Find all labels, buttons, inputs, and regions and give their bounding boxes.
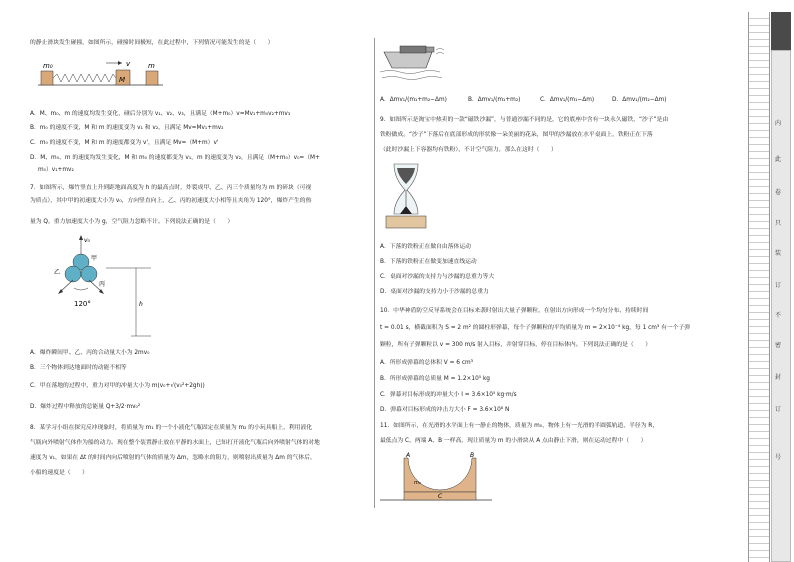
yi-label: 乙 xyxy=(54,269,61,276)
q11-line-2: 最低点为 C，两端 A、B 一样高，现让质量为 m 的小滑块从 A 点由静止下滑，则在运动过程中（ ） xyxy=(380,438,647,444)
angle-label: 120° xyxy=(74,300,91,308)
q10-line-2: t = 0.01 s，横截面积为 S = 2 m² 的圆柱形弹幕，每个子弹颗粒的平均质量为 m = 2×10⁻⁴ kg，每 1 cm³ 有一个子弹 xyxy=(380,325,691,331)
strip-char-1: 内 xyxy=(775,120,782,127)
toy-boat-figure xyxy=(380,40,450,82)
q7-line-2: 为质点），其中甲的初速度大小为 v₀，方向竖直向上，乙、丙的初速度大小相等且夹角为 120°，爆炸产生的热 xyxy=(30,198,312,204)
intro-line: 的静止滑块发生碰撞，如图所示，碰撞时间极短，在此过程中，下列情况可能发生的是（ ） xyxy=(30,40,274,46)
q9-line-1: 9．如图所示是淘宝中热卖的一款“磁铁沙漏”，与普通沙漏不同的是，它的底座中含有一块永久磁铁，“沙子”是由 xyxy=(380,117,669,123)
q6-option-d: D．M、m₀、m 的速度均发生变化，M 和 m₀ 的速度都变为 v₁，m 的速度变为 v₂，且满足（M+m₀）v₀=（M+ xyxy=(30,155,320,161)
q6-option-d-cont: m₀）v₁+mv₂ xyxy=(38,167,74,173)
column-divider xyxy=(374,38,375,508)
q10-option-c: C．弹幕对目标形成的冲量大小 I = 3.6×10⁵ kg·m/s xyxy=(380,392,517,398)
binding-strip xyxy=(748,12,794,562)
q10-line-1: 10．中华神盾防空反导系统会在目标来袭时射出大量子弹颗粒，在射出方向形成一个均匀分布、持续时间 xyxy=(380,308,649,314)
q8-line-2: 气瓶向外喷射气体作为船的动力。现在整个装置静止放在平静的水面上，已知打开液化气瓶后向外喷射气体的对地 xyxy=(30,440,320,446)
q7-option-a: A．爆炸瞬间甲、乙、丙的合动量大小为 2mv₀ xyxy=(30,350,150,356)
left-column xyxy=(0,0,372,562)
q8-line-1: 8．某学习小组在探究反冲现象时，将质量为 m₁ 的一个小液化气瓶固定在质量为 m₂ 的小玩具船上，利用液化 xyxy=(30,425,313,431)
binding-strip-top xyxy=(771,12,791,50)
strip-char-6: 订 xyxy=(775,282,782,289)
q7-option-c: C．甲在落地的过程中，重力对甲的冲量大小为 m(v₀+√(v₀²+2gh)) xyxy=(30,383,205,389)
q6-option-b: B．m₀ 的速度不变，M 和 m 的速度变为 v₁ 和 v₂，且满足 Mv=Mv₁+mv₂ xyxy=(30,125,224,131)
strip-char-9: 封 xyxy=(775,374,782,381)
q6-option-c: C．m₀ 的速度不变，M 和 m 的速度都变为 v'，且满足 Mv=（M+m）v' xyxy=(30,140,219,146)
strip-char-7: 不 xyxy=(775,312,782,319)
strip-char-5: 装 xyxy=(775,250,782,257)
right-column xyxy=(380,0,742,562)
q9-option-b: B．下落的铁粉正在做变加速直线运动 xyxy=(380,259,477,265)
q6-option-a: A．M、m₀、m 的速度均发生变化，碰后分别为 v₁、v₂、v₃，且满足（M+m₀）v=Mv₁+m₀v₂+mv₃ xyxy=(30,111,291,117)
q11-line-1: 11．如图所示，在光滑的水平面上有一静止的物体，质量为 m₀，物体上有一光滑的半圆弧轨道，半径为 R， xyxy=(380,423,659,429)
q8-option-b: B．Δmv₁/(m₁+m₂) xyxy=(468,97,521,103)
q8-option-d: D．Δmv₁/(m₂−Δm) xyxy=(612,97,667,103)
point-A-label: A xyxy=(406,452,411,459)
h-label: h xyxy=(139,301,143,308)
q9-option-d: D．桌面对沙漏的支持力小于沙漏的总重力 xyxy=(380,289,489,295)
q8-line-3: 速度为 v₁，如果在 Δt 的时间内向后喷射的气体的质量为 Δm，忽略水的阻力，则喷射出质量为 Δm 的气体后， xyxy=(30,455,316,461)
q9-option-a: A．下落的铁粉正在做自由落体运动 xyxy=(380,244,471,250)
q8-option-c: C．Δmv₁/(m₁−Δm) xyxy=(540,97,595,103)
m-right-label: m xyxy=(148,62,155,70)
q9-line-3: （此时沙漏上下容器均有铁粉），不计空气阻力，那么在这时（ ） xyxy=(380,147,557,153)
binding-strip-outer xyxy=(748,12,770,562)
point-C-label: C xyxy=(438,493,443,500)
q10-option-a: A．所形成弹幕的总体积 V = 6 cm³ xyxy=(380,360,473,366)
q8-option-a: A．Δmv₁/(m₁+m₂−Δm) xyxy=(380,97,447,103)
strip-char-10: 订 xyxy=(775,406,782,413)
strip-char-8: 密 xyxy=(775,342,782,349)
q9-line-2: 铁粉做成。“沙子”下落后在底部形成的形状像一朵美丽的花朵，图甲的沙漏放在水平桌面上，铁粉正在下落 xyxy=(380,132,653,138)
strip-char-3: 卷 xyxy=(775,189,782,196)
velocity-label: v xyxy=(126,60,131,68)
q9-option-c: C．桌面对沙漏的支持力与沙漏的总重力等大 xyxy=(380,274,495,280)
firework-figure xyxy=(36,232,156,340)
q10-option-b: B．所形成弹幕的总质量 M = 1.2×10⁵ kg xyxy=(380,376,490,382)
bing-label: 丙 xyxy=(99,281,106,288)
semicircle-track-figure xyxy=(380,450,495,505)
q7-option-d: D．爆炸过程中释放的总能量 Q+3/2·mv₀² xyxy=(30,404,141,410)
spring-block-figure xyxy=(38,58,168,88)
mass-M-label: M xyxy=(119,76,126,84)
m0-track-label: m₀ xyxy=(414,480,421,486)
strip-char-4: 只 xyxy=(775,220,782,227)
q10-line-3: 颗粒，所有子弹颗粒以 v = 300 m/s 射入目标，并射穿目标，停在目标体内。下列说法正确的是（ ） xyxy=(380,342,652,348)
strip-char-2: 此 xyxy=(775,156,782,163)
q7-line-1: 7．如图所示，爆竹竖直上升到距地面高度为 h 的最高点时，炸裂成甲、乙、丙三个质量均为 m 的碎块（可视 xyxy=(30,185,312,191)
m0-left-label: m₀ xyxy=(43,62,53,70)
q8-line-4: 小船的速度是（ ） xyxy=(30,470,88,476)
magnetic-hourglass-figure xyxy=(384,162,428,230)
q10-option-d: D．弹幕对目标形成的冲击力大小 F = 3.6×10⁸ N xyxy=(380,407,510,413)
v0-label: v₀ xyxy=(84,237,90,244)
jia-label: 甲 xyxy=(91,255,98,262)
point-B-label: B xyxy=(470,452,475,459)
strip-char-11: 号 xyxy=(775,454,782,461)
q7-option-b: B．三个物体到达地面时的动能不相等 xyxy=(30,365,127,371)
q7-line-3: 量为 Q，重力加速度大小为 g，空气阻力忽略不计。下列说法正确的是（ ） xyxy=(30,219,234,225)
